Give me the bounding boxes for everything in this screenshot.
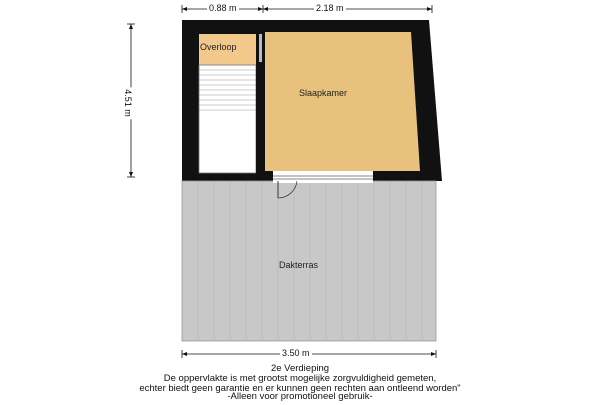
room-label-slaapkamer: Slaapkamer [299, 88, 348, 98]
dimension-bottom-width: 3.50 m [282, 348, 310, 358]
caption-line-2: echter biedt geen garantie en er kunnen geen rechten aan ontleend worden" [139, 383, 461, 394]
partition-door-jamb [259, 34, 262, 62]
caption-line-1: De oppervlakte is met grootst mogelijke zorgvuldigheid gemeten, [163, 373, 437, 384]
dimension-top-right: 2.18 m [316, 3, 344, 13]
dimension-top-left: 0.88 m [209, 3, 237, 13]
dimension-left-height: 4.51 m [122, 89, 133, 117]
room-label-dakterras: Dakterras [279, 260, 319, 270]
caption-line-3: -Alleen voor promotioneel gebruik- [227, 391, 373, 402]
staircase [199, 65, 256, 173]
slaapkamer-area [265, 32, 420, 171]
room-label-overloop: Overloop [200, 42, 237, 52]
caption-floor: 2e Verdieping [270, 363, 330, 374]
